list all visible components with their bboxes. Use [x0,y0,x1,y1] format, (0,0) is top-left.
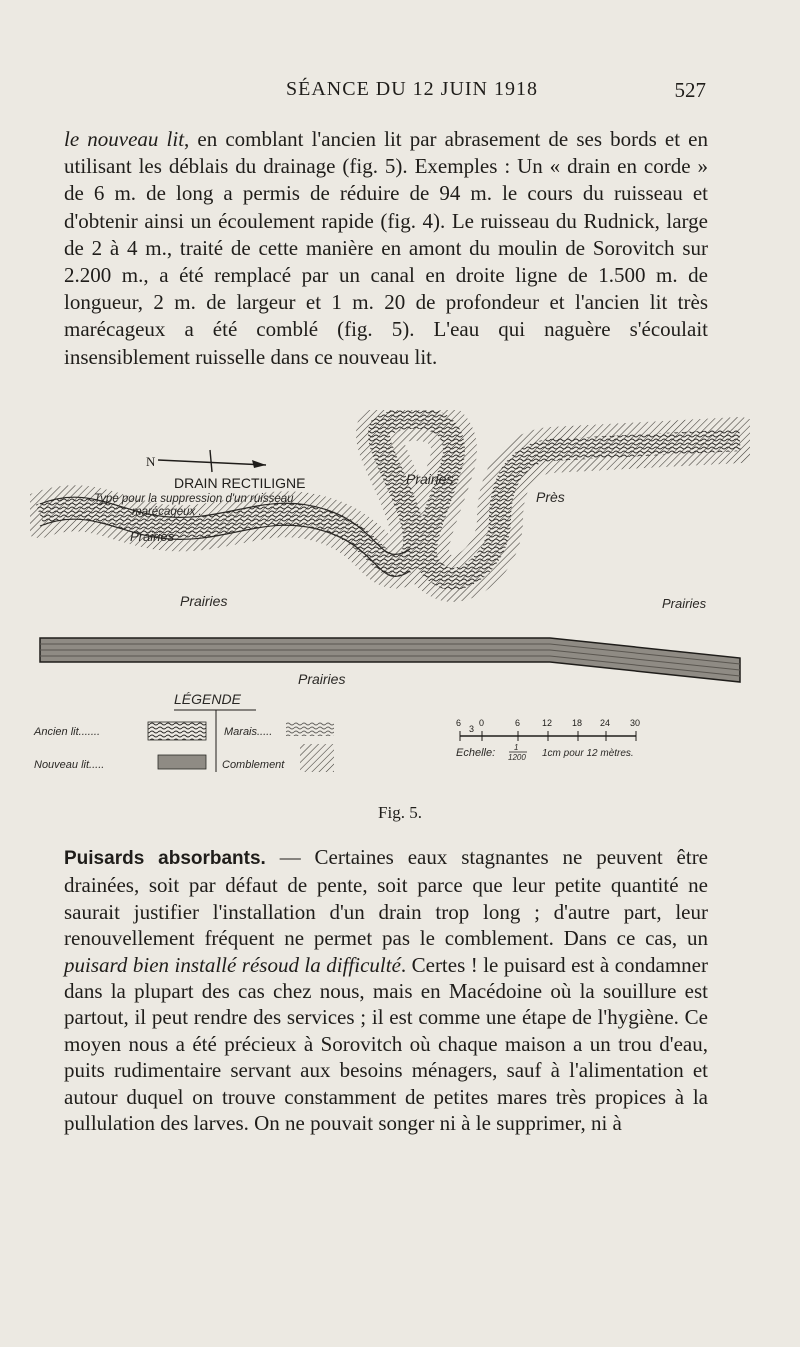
north-arrow-tick [210,450,212,472]
new-canal [40,638,740,682]
figure-5 [30,410,750,790]
runin-heading: Puisards absorbants. [64,848,266,869]
scale-sub: 3 [469,724,475,734]
label-pres: Près [536,489,565,505]
legend-marais: Marais..... [224,726,273,738]
legend-ancien-swatch [148,722,206,740]
scale-tick-5: 24 [600,718,611,728]
scale-fraction-num: 1 [514,743,519,752]
paragraph-2 [64,844,708,1136]
label-prairies-inner: Prairies [130,529,175,544]
legend-ancien: Ancien lit....... [34,726,101,738]
scale-text: Echelle: [456,747,496,759]
legend-title: LÉGENDE [174,691,241,707]
scale-tick-2: 6 [515,718,521,728]
label-prairies-bottom: Prairies [298,671,346,687]
paragraph-2-text-b: . Certes ! le puisard est à condamner dans la plupart des cas chez nous, mais en Macédoine où la souillure est partout, il peut rendre des services ; il est comme une étape de l'hygiène. Ce moyen nous a été précieux à Sorovitch où chaque maison a un trou d'eau, puits rudimentaire servant aux besoins ménagers, sauf à l'alimentation et autour duquel on trouve constamment de petites mares très propices à la pullulation des larves. On ne pouvait songer ni à le supprimer, ni à [64,952,708,1136]
scale-tick-0: 6 [456,718,462,728]
figure-title: DRAIN RECTILIGNE [174,475,306,491]
scale-tick-1: 0 [479,718,485,728]
header-title: SÉANCE DU 12 JUIN 1918 [286,78,538,100]
running-header [0,78,800,108]
figure-caption: Fig. 5. [378,803,422,822]
lead-italic: le nouveau lit [64,127,185,151]
legend-nouveau: Nouveau lit..... [34,759,105,771]
legend-comblement-swatch [300,744,334,772]
scale-tick-3: 12 [542,718,553,728]
paragraph-2-text-a: — Certaines eaux stagnantes ne peuvent être drainées, soit par défaut de pente, soit parce que leur petite quantité ne saurait justifier l'installation d'un drain trop long ; d'autre part, leur renouvellement fréquent ne permet pas le comblement. Dans ce cas, un [64,845,709,951]
paragraph-1 [64,126,708,371]
figure-subtitle-1: Type pour la suppression d'un ruisseau [94,493,294,505]
page-number: 527 [674,78,706,102]
scale-tick-4: 18 [572,718,583,728]
label-prairies-left-bottom: Prairies [180,593,228,609]
legend-marais-swatch [286,722,334,736]
label-prairies-right: Prairies [662,596,707,611]
north-arrow [158,460,266,465]
drainage-diagram [30,410,750,790]
figure-subtitle-2: marécageux . [132,506,202,518]
scale-fraction-den: 1200 [508,753,526,762]
paragraph-2-italic: puisard bien installé résoud la difficulté [64,952,401,977]
paragraph-1-text: , en comblant l'ancien lit par abrasement de ses bords et en utilisant les déblais du drainage (fig. 5). Exemples : Un « drain en corde » de 6 m. de long a permis de réduire de 94 m. le cours du ruisseau et d'obtenir ainsi un écoulement rapide (fig. 4). Le ruisseau du Rudnick, large de 2 à 4 m., traité de cette manière en amont du moulin de Sorovitch sur 2.200 m., a été remplacé par un canal en droite ligne de 1.500 m. de longueur, 2 m. de largeur et 1 m. 20 de profondeur et l'ancien lit très marécageux a été comblé (fig. 5). L'eau qui naguère s'écoulait insensiblement ruisselle dans ce nouveau lit. [64,127,708,369]
legend-comblement: Comblement [222,759,285,771]
label-prairies-loop: Prairies [406,471,454,487]
legend-nouveau-swatch [158,755,206,769]
scale-note: 1cm pour 12 mètres. [542,748,634,759]
scale-tick-6: 30 [630,718,641,728]
north-label: N [146,454,156,469]
north-arrow-head [252,460,266,468]
